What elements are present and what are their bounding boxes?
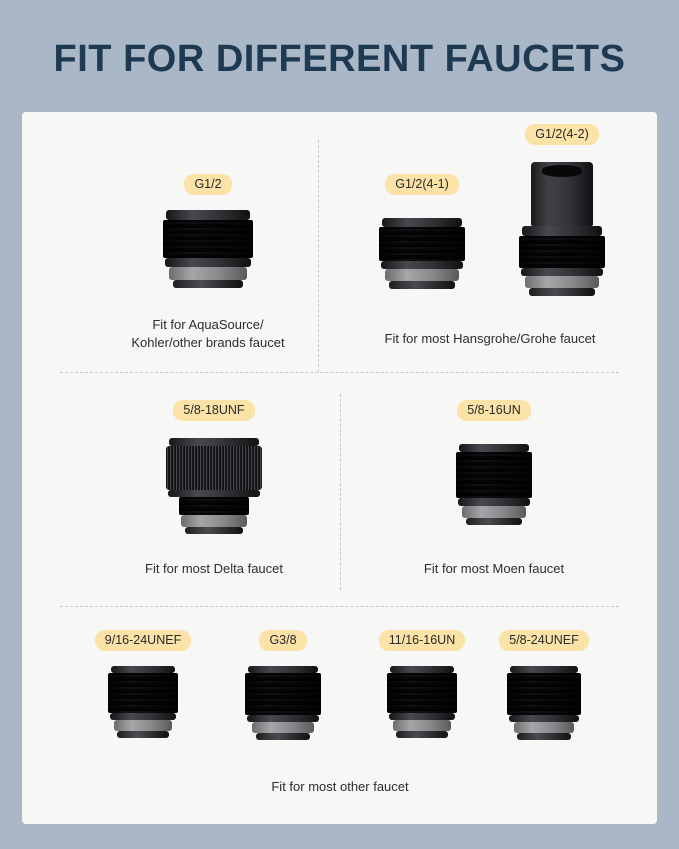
- adapter-part-top-ring: [166, 210, 250, 220]
- adapter-part-gray-washer: [252, 722, 314, 733]
- adapter-label-5-8-16un: 5/8-16UN: [457, 400, 531, 421]
- divider-row2-columns: [340, 394, 341, 590]
- page-title: FIT FOR DIFFERENT FAUCETS: [53, 38, 626, 80]
- adapter-part-base: [529, 288, 595, 296]
- caption-other: Fit for most other faucet: [271, 779, 409, 794]
- tag-wrap: [342, 174, 502, 196]
- adapter-part-base: [389, 281, 455, 289]
- adapter-label-g1-2: G1/2: [184, 174, 231, 195]
- adapter-part-mid-ring: [389, 713, 455, 720]
- adapter-label-5-8-24unef: 5/8-24UNEF: [499, 630, 588, 651]
- adapter-part-threads: [519, 236, 605, 268]
- tag-wrap: [352, 630, 492, 652]
- adapter-part-mid-ring: [110, 713, 176, 720]
- tag-wrap: [78, 630, 208, 652]
- adapter-part-base: [396, 731, 448, 738]
- adapter-part-mid-ring: [381, 261, 463, 269]
- adapter-part-threads: [456, 452, 532, 498]
- adapter-image-g1-2: [128, 210, 288, 310]
- adapter-part-gray-washer: [169, 267, 247, 280]
- adapter-part-threads: [387, 673, 457, 713]
- caption-line-1: Fit for AquaSource/: [152, 317, 264, 332]
- adapter-label-g1-2-4-2: G1/2(4-2): [525, 124, 599, 145]
- adapter-part-threads: [108, 673, 178, 713]
- adapter-part-knurled-collar: [166, 446, 262, 490]
- tag-wrap: [414, 400, 574, 422]
- divider-row1-columns: [318, 140, 319, 372]
- caption-moen: Fit for most Moen faucet: [423, 561, 565, 576]
- tag-wrap: [134, 400, 294, 422]
- caption-line-2: Kohler/other brands faucet: [131, 334, 285, 350]
- tag-wrap: [218, 630, 348, 652]
- adapter-part-gray-washer: [393, 720, 451, 731]
- adapter-part-base: [117, 731, 169, 738]
- adapter-item-11-16-16un: [352, 630, 492, 756]
- adapter-image-5-8-18unf: [134, 438, 294, 548]
- adapter-part-top-ring: [510, 666, 578, 673]
- adapter-label-5-8-18unf: 5/8-18UNF: [173, 400, 254, 421]
- tag-wrap: [128, 174, 288, 196]
- adapter-item-5-8-24unef: [474, 630, 614, 756]
- tag-wrap: [474, 630, 614, 652]
- caption-delta: Fit for most Delta faucet: [145, 561, 283, 576]
- adapter-part-top-ring: [111, 666, 175, 673]
- content-card: [22, 112, 657, 824]
- adapter-part-mid-ring: [521, 268, 603, 276]
- adapter-item-g1-2-4-2: [482, 124, 642, 312]
- adapter-image-9-16-24unef: [78, 666, 208, 756]
- caption-aquasource: [108, 316, 308, 351]
- adapter-part-tube: [531, 162, 593, 226]
- adapter-part-base: [517, 733, 571, 740]
- adapter-part-gray-washer: [525, 276, 599, 288]
- adapter-image-11-16-16un: [352, 666, 492, 756]
- adapter-item-5-8-16un: [414, 400, 574, 554]
- adapter-part-gray-washer: [514, 722, 574, 733]
- adapter-part-threads: [379, 227, 465, 261]
- adapter-part-bore: [542, 165, 582, 177]
- adapter-part-base: [256, 733, 310, 740]
- adapter-part-mid-ring: [165, 258, 251, 267]
- adapter-part-base: [185, 527, 243, 534]
- adapter-part-top-ring: [390, 666, 454, 673]
- adapter-part-threads: [507, 673, 581, 715]
- adapter-part-mid-ring: [458, 498, 530, 506]
- adapter-part-threads: [245, 673, 321, 715]
- adapter-part-threads: [179, 497, 249, 515]
- adapter-part-gray-washer: [181, 515, 247, 527]
- adapter-item-5-8-18unf: [134, 400, 294, 548]
- adapter-label-9-16-24unef: 9/16-24UNEF: [95, 630, 191, 651]
- adapter-part-threads: [163, 220, 253, 258]
- adapter-part-base: [173, 280, 243, 288]
- adapter-image-g1-2-4-2: [482, 162, 642, 312]
- adapter-label-g3-8: G3/8: [259, 630, 306, 651]
- caption-hansgrohe: Fit for most Hansgrohe/Grohe faucet: [384, 331, 596, 346]
- adapter-part-top-ring: [169, 438, 259, 446]
- divider-row2-row3: [60, 606, 619, 607]
- adapter-label-g1-2-4-1: G1/2(4-1): [385, 174, 459, 195]
- adapter-image-g1-2-4-1: [342, 218, 502, 318]
- adapter-image-5-8-24unef: [474, 666, 614, 756]
- adapter-part-top-ring: [522, 226, 602, 236]
- adapter-part-mid-ring: [247, 715, 319, 722]
- adapter-image-5-8-16un: [414, 444, 574, 554]
- adapter-part-gray-washer: [462, 506, 526, 518]
- adapter-part-mid-ring: [509, 715, 579, 722]
- tag-wrap: [482, 124, 642, 146]
- adapter-part-gray-washer: [114, 720, 172, 731]
- adapter-item-9-16-24unef: [78, 630, 208, 756]
- adapter-item-g1-2: [128, 174, 288, 310]
- adapter-item-g3-8: [218, 630, 348, 756]
- adapter-part-base: [466, 518, 522, 525]
- adapter-part-top-ring: [459, 444, 529, 452]
- adapter-part-top-ring: [382, 218, 462, 227]
- adapter-label-11-16-16un: 11/16-16UN: [379, 630, 465, 651]
- adapter-image-g3-8: [218, 666, 348, 756]
- adapter-part-mid-ring: [168, 490, 260, 497]
- divider-row1-row2: [60, 372, 619, 373]
- adapter-part-top-ring: [248, 666, 318, 673]
- adapter-item-g1-2-4-1: [342, 174, 502, 318]
- adapter-part-gray-washer: [385, 269, 459, 281]
